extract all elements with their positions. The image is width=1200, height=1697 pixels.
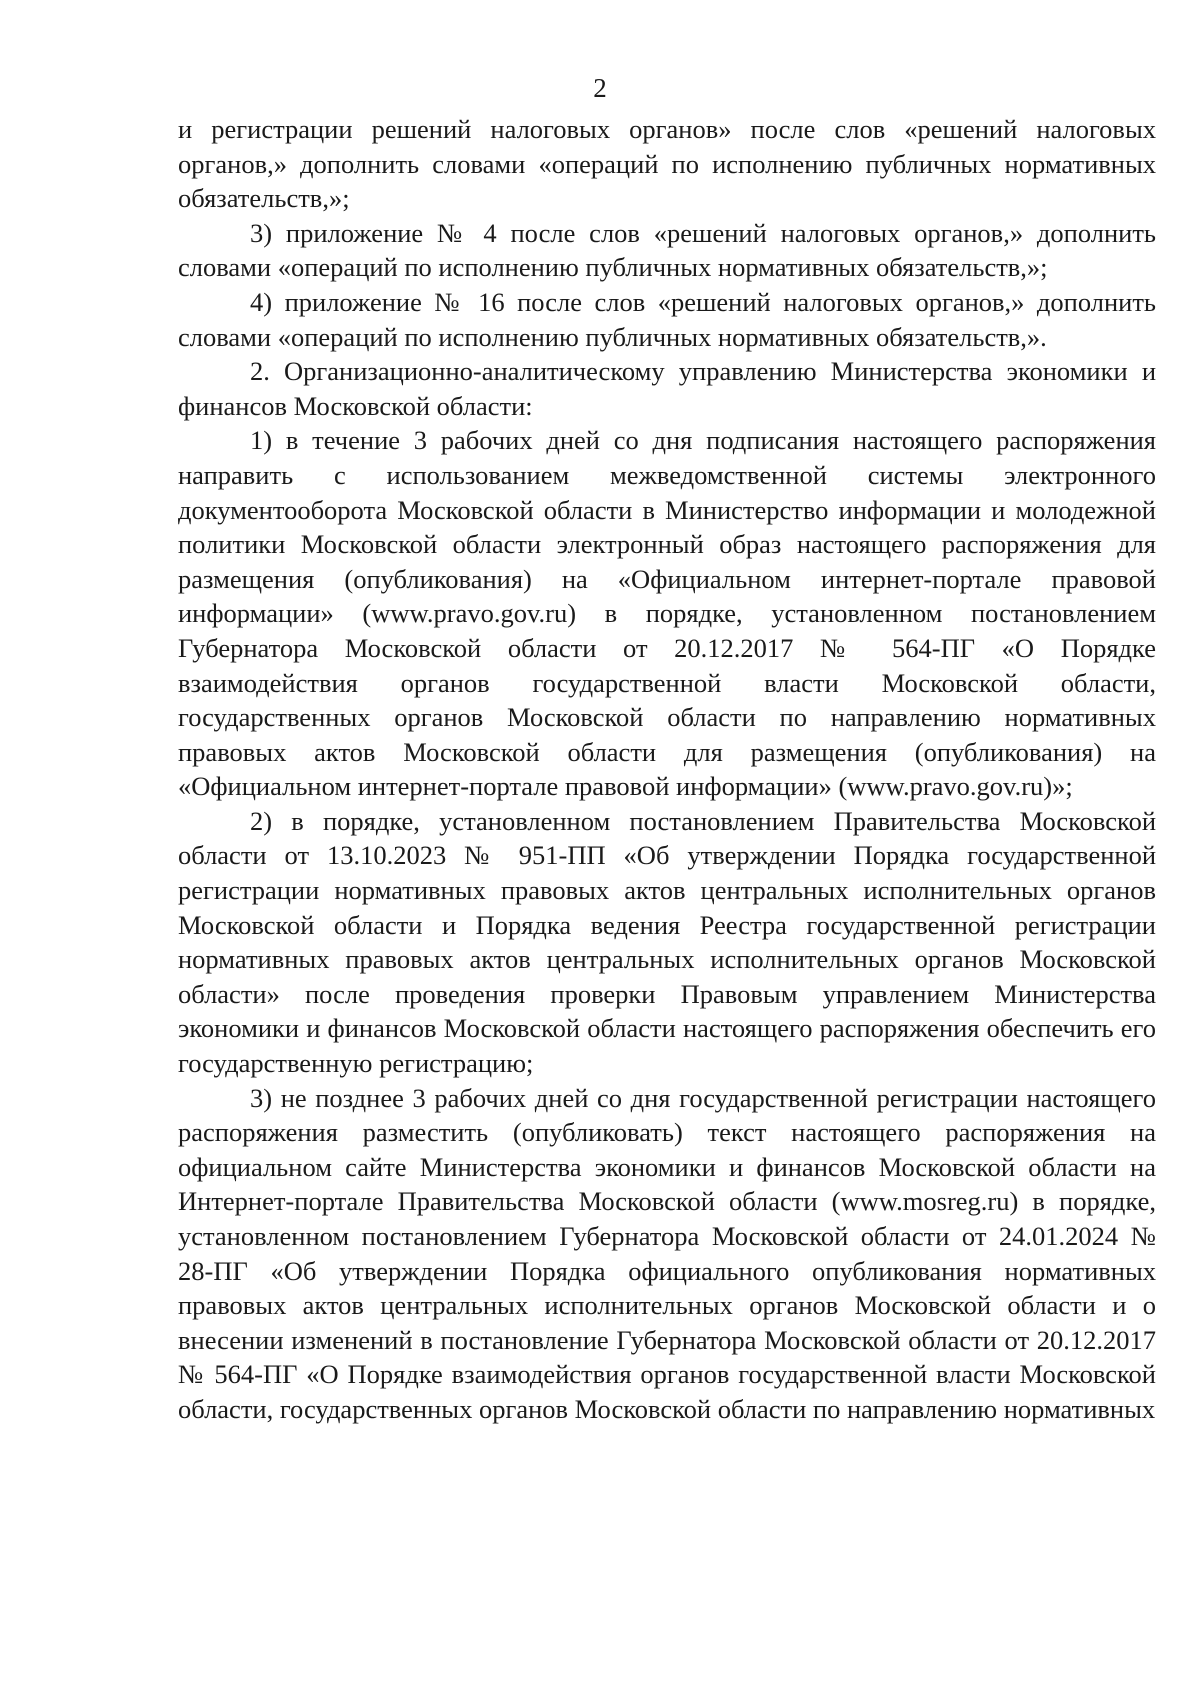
paragraph-continuation: и регистрации решений налоговых органов» после слов «решений налоговых органов,» дополнить словами «операций по исполнению публичных нормативных обязательств,»; — [178, 114, 1156, 214]
paragraph-section-2-item-3: 3) не позднее 3 рабочих дней со дня государственной регистрации настоящего распоряжения разместить (опубликовать) текст настоящего распоряжения на официальном сайте Министерства экономики и финансов Московской области на Интернет-портале Правительства Московской области (www.mosreg.ru) в порядке, установленном постановлением Губернатора Московской области от 24.01.2024 № 28-ПГ «Об утверждении Порядка официального опубликования нормативных правовых актов центральных исполнительных органов Московской области и о внесении изменений в постановление Губернатора Московской области от 20.12.2017 № 564-ПГ «О Порядке взаимодействия органов государственной власти Московской области, государственных органов Московской области по направлению нормативных — [178, 1082, 1156, 1424]
page-number: 2 — [593, 73, 607, 103]
paragraph-item-3-appendix-4: 3) приложение № 4 после слов «решений налоговых органов,» дополнить словами «операций по исполнению публичных нормативных обязательств,»; — [178, 217, 1156, 283]
paragraph-item-4-appendix-16: 4) приложение № 16 после слов «решений налоговых органов,» дополнить словами «операций по исполнению публичных нормативных обязательств,». — [178, 286, 1156, 352]
paragraph-section-2: 2. Организационно-аналитическому управлению Министерства экономики и финансов Московской области: — [178, 356, 1156, 421]
paragraph-section-2-item-1: 1) в течение 3 рабочих дней со дня подписания настоящего распоряжения направить с использованием межведомственной системы электронного документооборота Московской области в Министерство информации и молодежной политики Московской области электронный образ настоящего распоряжения для размещения (опубликования) на «Официальном интернет-портале правовой информации» (www.pravo.gov.ru) в порядке, установленном постановлением Губернатора Московской области от 20.12.2017 № 564-ПГ «О Порядке взаимодействия органов государственной власти Московской области, государственных органов Московской области по направлению нормативных правовых актов Московской области для размещения (опубликования) на «Официальном интернет-портале правовой информации» (www.pravo.gov.ru)»; — [178, 425, 1156, 802]
document-body — [178, 112, 1156, 1427]
paragraph-section-2-item-2: 2) в порядке, установленном постановлением Правительства Московской области от 13.10.2023 № 951-ПП «Об утверждении Порядка государственной регистрации нормативных правовых актов центральных исполнительных органов Московской области и Порядка ведения Реестра государственной регистрации нормативных правовых актов центральных исполнительных органов Московской области» после проведения проверки Правовым управлением Министерства экономики и финансов Московской области настоящего распоряжения обеспечить его государственную регистрацию; — [178, 805, 1156, 1079]
